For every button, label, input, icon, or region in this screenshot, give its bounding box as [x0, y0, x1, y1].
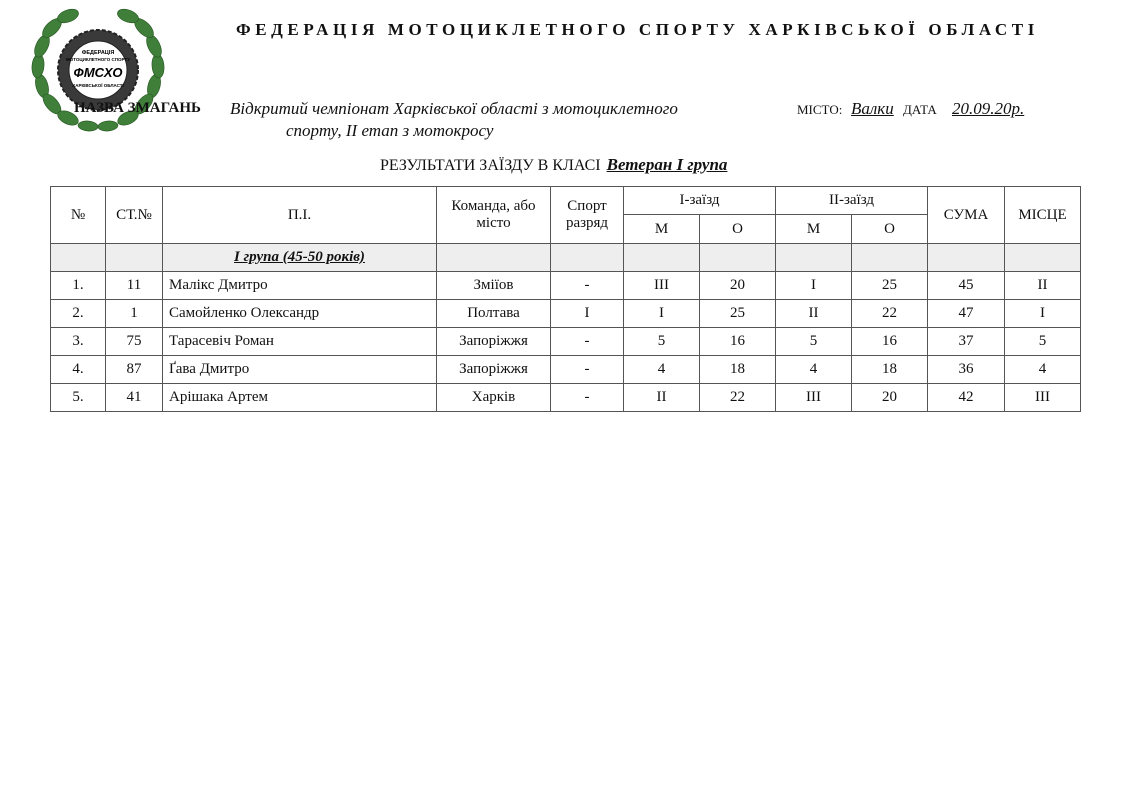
city-value: Валки — [851, 99, 894, 118]
row-sum: 42 — [928, 384, 1005, 412]
group-title: І група (45-50 років) — [163, 244, 437, 272]
row-sum: 47 — [928, 300, 1005, 328]
competition-name-line2: спорту, ІІ етап з мотокросу — [286, 121, 494, 140]
row-rank: - — [551, 272, 624, 300]
row-race2-points: 16 — [852, 328, 928, 356]
row-place: ІІ — [1005, 272, 1081, 300]
row-start-num: 87 — [106, 356, 163, 384]
row-race1-place: 4 — [624, 356, 700, 384]
table-row — [51, 328, 1081, 356]
row-name: Ґава Дмитро — [163, 356, 437, 384]
table-row — [51, 272, 1081, 300]
row-race1-points: 25 — [700, 300, 776, 328]
row-race2-place: 4 — [776, 356, 852, 384]
header-race2: ІІ-заїзд — [776, 187, 928, 215]
row-race1-place: 5 — [624, 328, 700, 356]
row-sum: 36 — [928, 356, 1005, 384]
header-place: МІСЦЕ — [1005, 187, 1081, 244]
header-race1-points: О — [700, 215, 776, 244]
header-team: Команда, або місто — [437, 187, 551, 244]
row-start-num: 11 — [106, 272, 163, 300]
date-label: ДАТА — [903, 102, 937, 117]
row-race1-place: І — [624, 300, 700, 328]
header-num: № — [51, 187, 106, 244]
table-row — [51, 356, 1081, 384]
row-race2-points: 22 — [852, 300, 928, 328]
row-race2-points: 25 — [852, 272, 928, 300]
table-header-row — [51, 187, 1081, 215]
header-race1: І-заїзд — [624, 187, 776, 215]
table-row — [51, 300, 1081, 328]
row-name: Малікс Дмитро — [163, 272, 437, 300]
row-race2-place: ІІІ — [776, 384, 852, 412]
row-race1-points: 20 — [700, 272, 776, 300]
header-race2-points: О — [852, 215, 928, 244]
header-rank: Спорт разряд — [551, 187, 624, 244]
results-class: Ветеран І група — [606, 155, 728, 174]
row-place: ІІІ — [1005, 384, 1081, 412]
federation-title: ФЕДЕРАЦІЯ МОТОЦИКЛЕТНОГО СПОРТУ ХАРКІВСЬКОЇ ОБЛАСТІ — [236, 20, 1039, 39]
row-place: І — [1005, 300, 1081, 328]
competition-label: НАЗВА ЗМАГАНЬ — [74, 100, 201, 116]
row-race1-place: ІІ — [624, 384, 700, 412]
row-rank: - — [551, 356, 624, 384]
header-start-num: СТ.№ — [106, 187, 163, 244]
results-prefix: РЕЗУЛЬТАТИ ЗАЇЗДУ В КЛАСІ — [380, 157, 601, 174]
row-race1-points: 22 — [700, 384, 776, 412]
date-value: 20.09.20р. — [952, 99, 1025, 118]
logo-text-2: МОТОЦИКЛЕТНОГО СПОРТУ — [65, 57, 131, 62]
row-name: Арішака Артем — [163, 384, 437, 412]
row-team: Полтава — [437, 300, 551, 328]
row-place: 4 — [1005, 356, 1081, 384]
row-race2-points: 20 — [852, 384, 928, 412]
results-table — [50, 186, 1081, 412]
logo-text-4: ХАРКІВСЬКОЇ ОБЛАСТІ — [72, 83, 124, 88]
row-team: Запоріжжя — [437, 356, 551, 384]
row-num: 1. — [51, 272, 106, 300]
row-race2-place: І — [776, 272, 852, 300]
results-heading — [380, 155, 727, 175]
header-race2-place: М — [776, 215, 852, 244]
row-sum: 45 — [928, 272, 1005, 300]
row-name: Тарасевіч Роман — [163, 328, 437, 356]
group-row — [51, 244, 1081, 272]
row-team: Харків — [437, 384, 551, 412]
row-rank: - — [551, 328, 624, 356]
row-team: Зміїов — [437, 272, 551, 300]
logo-text-1: ФЕДЕРАЦІЯ — [81, 50, 115, 56]
row-num: 5. — [51, 384, 106, 412]
table-row — [51, 384, 1081, 412]
row-start-num: 41 — [106, 384, 163, 412]
city-label: МІСТО: — [797, 102, 843, 117]
logo-text-3: ФМСХО — [73, 65, 123, 80]
row-sum: 37 — [928, 328, 1005, 356]
row-race2-place: 5 — [776, 328, 852, 356]
header-sum: СУМА — [928, 187, 1005, 244]
row-race1-place: ІІІ — [624, 272, 700, 300]
row-race2-points: 18 — [852, 356, 928, 384]
row-num: 4. — [51, 356, 106, 384]
row-team: Запоріжжя — [437, 328, 551, 356]
row-num: 3. — [51, 328, 106, 356]
row-race2-place: ІІ — [776, 300, 852, 328]
row-start-num: 1 — [106, 300, 163, 328]
row-rank: - — [551, 384, 624, 412]
row-race1-points: 18 — [700, 356, 776, 384]
row-name: Самойленко Олександр — [163, 300, 437, 328]
header-name: П.І. — [163, 187, 437, 244]
row-num: 2. — [51, 300, 106, 328]
row-race1-points: 16 — [700, 328, 776, 356]
row-start-num: 75 — [106, 328, 163, 356]
row-place: 5 — [1005, 328, 1081, 356]
competition-name-line1: Відкритий чемпіонат Харківської області з мотоциклетного — [230, 99, 678, 118]
header-race1-place: М — [624, 215, 700, 244]
row-rank: І — [551, 300, 624, 328]
